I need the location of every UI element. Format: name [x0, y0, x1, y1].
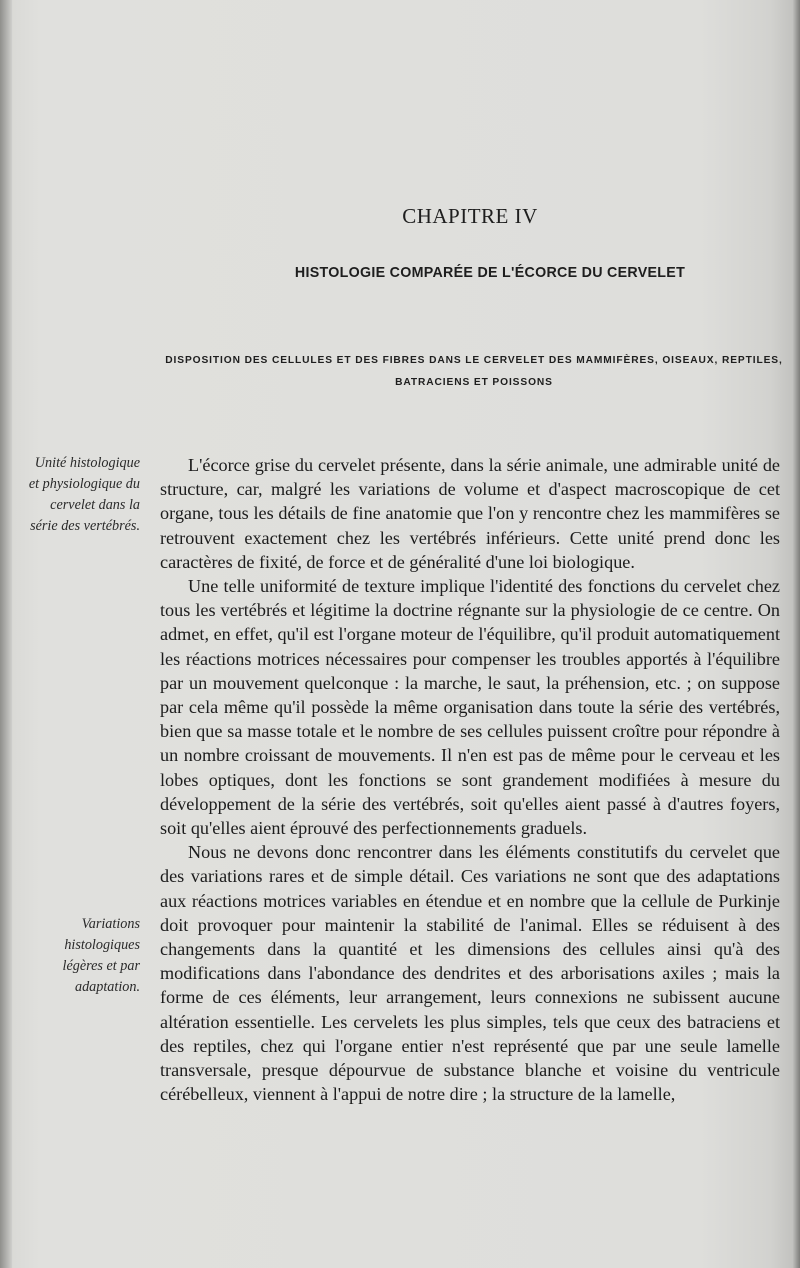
margin-note: Unité histologique et physiologique du cervelet dans la série des vertébrés. — [28, 455, 140, 534]
chapter-subheading: DISPOSITION DES CELLULES ET DES FIBRES DANS LE CERVELET DES MAMMIFÈRES, OISEAUX, REPTILES, BATRACIENS ET POISSONS — [165, 355, 783, 388]
body-text — [160, 453, 780, 1106]
paragraph: Une telle uniformité de texture implique l'identité des fonctions du cervelet chez tous les vertébrés et légitime la doctrine régnante sur la physiologie de ce centre. On admet, en effet, qu'il est l'organe moteur de l'équilibre, qu'il produit automatiquement les réactions motrices nécessaires pour compenser les troubles apportés à l'équilibre par un mouvement quelconque : la marche, le saut, la préhension, etc. ; on suppose par cela même qu'il possède la même organisation dans toute la série des vertébrés, bien que sa masse totale et le nombre de ses cellules puissent croître pour répondre à un nombre croissant de mouvements. Il n'en est pas de même pour le cerveau et les lobes optiques, dont les fonctions se sont grandement modifiées à mesure du développement de la série des vertébrés, soit qu'elles aient passé à d'autres foyers, soit qu'elles aient éprouvé des perfectionnements graduels. — [160, 576, 780, 839]
chapter-heading: HISTOLOGIE COMPARÉE DE L'ÉCORCE DU CERVELET — [294, 264, 686, 281]
paragraph: Nous ne devons donc rencontrer dans les éléments constitutifs du cervelet que des variations rares et de simple détail. Ces variations ne sont que des adaptations aux réactions motrices variables en étendue et en nombre que la cellule de Purkinje doit provoquer pour maintenir la stabilité de l'animal. Elles se réduisent à des changements dans la quantité et les dimensions des cellules ainsi qu'à des modifications dans l'abondance des dendrites et des arborisations axiles ; mais la forme de ces éléments, leur arrangement, leurs connexions ne subissent aucune altération essentielle. Les cervelets les plus simples, tels que ceux des batraciens et des reptiles, chez qui l'organe entier n'est représenté que par une seule lamelle transversale, presque dépourvue de substance blanche et voisine du ventricule cérébelleux, viennent à l'appui de notre dire ; la structure de la lamelle, — [160, 842, 780, 1105]
page-edge — [792, 0, 800, 1268]
paragraph: L'écorce grise du cervelet présente, dans la série animale, une admirable unité de structure, car, malgré les variations de volume et d'aspect macroscopique de cet organe, tous les détails de fine anatomie que l'on y rencontre chez les mammifères se retrouvent exactement chez les vertébrés inférieurs. Cette unité prend donc les caractères de fixité, de force et de généralité d'une loi biologique. — [160, 455, 780, 572]
gutter-shadow — [0, 0, 12, 1268]
chapter-title: CHAPITRE IV — [402, 204, 538, 228]
margin-note: Variations histologiques légères et par adaptation. — [62, 916, 140, 995]
